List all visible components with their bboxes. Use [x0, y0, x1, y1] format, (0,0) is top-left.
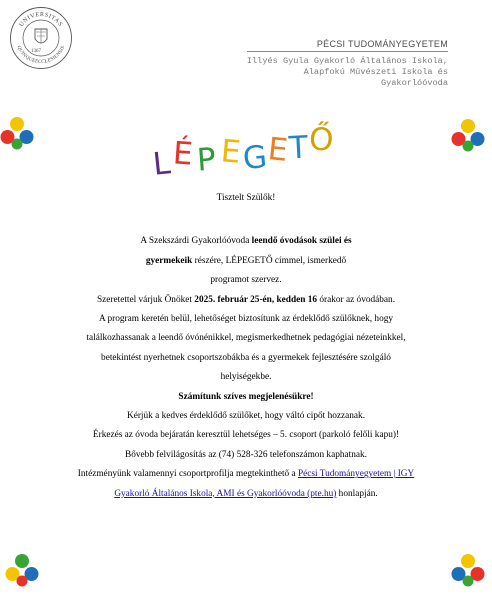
- text-run: Intézményünk valamennyi csoportprofilja megtekinthető a: [77, 469, 298, 480]
- title-letter: Ő: [307, 121, 335, 159]
- title-letter: E: [219, 133, 243, 171]
- event-date: 2025. február 25-én, kedden 16: [194, 294, 318, 305]
- school-website-link[interactable]: Pécsi Tudományegyetem | IGY: [297, 469, 415, 480]
- paragraph-intro-3: programot szervez.: [210, 275, 282, 286]
- greeting: Tisztelt Szülők!: [216, 193, 276, 203]
- bold-run: Számítunk szíves megjelenésükre!: [178, 391, 314, 402]
- paragraph-intro-1: [0, 232, 492, 251]
- paragraph-website-2: [0, 485, 492, 504]
- title-letter: E: [266, 131, 290, 169]
- school-address: [247, 56, 448, 89]
- text-run: Szeretettel várjuk Önöket: [96, 294, 195, 305]
- paragraph-date: [0, 291, 492, 310]
- address-line-1: Illyés Gyula Gyakorló Általános Iskola,: [246, 56, 448, 66]
- flower-decoration-bottom-left: [5, 553, 39, 587]
- text-run: órakor az óvodában.: [317, 294, 396, 305]
- text-run: részére, LÉPEGETŐ címmel, ismerkedő: [192, 255, 347, 266]
- address-line-3: Gyakorlóóvoda: [380, 78, 448, 88]
- paragraph-intro-2: [0, 252, 492, 271]
- seal-year: 1367: [31, 49, 41, 54]
- seal-bottom-text: QUINQUEECCLESIENSIS: [15, 45, 67, 66]
- address-line-2: Alapfokú Művészeti Iskola és: [303, 67, 448, 77]
- flower-decoration-bottom-right: [451, 553, 485, 587]
- paragraph-website-1: [0, 465, 492, 484]
- invitation-body: [0, 189, 492, 504]
- seal-top-text: UNIVERSITAS: [18, 11, 64, 29]
- university-seal-logo: [9, 6, 73, 70]
- bold-run: gyermekeik: [145, 255, 193, 266]
- letterhead: [247, 34, 448, 89]
- title-letter: P: [195, 141, 217, 179]
- paragraph-program-4: helyiségekbe.: [220, 372, 272, 383]
- university-name: PÉCSI TUDOMÁNYEGYETEM: [247, 39, 448, 52]
- paragraph-shoes: Kérjük a kedves érdeklődő szülőket, hogy váltó cipőt hozzanak.: [126, 411, 366, 422]
- flower-decoration-top-right: [451, 118, 485, 152]
- title-letter: G: [241, 139, 269, 177]
- paragraph-program-1: A program keretén belül, lehetőséget biztosítunk az érdeklődő szülőknek, hogy: [98, 314, 394, 325]
- school-website-link-continued[interactable]: Gyakorló Általános Iskola, AMI és Gyakorlóóvoda (pte.hu): [114, 488, 337, 499]
- paragraph-program-2: találkozhassanak a leendő óvónénikkel, megismerkedhetnek pedagógiai nézeteinkkel,: [86, 333, 406, 344]
- bold-run: leendő óvodások szülei és: [251, 236, 352, 247]
- text-run: A Szekszárdi Gyakorlóóvoda: [140, 236, 252, 247]
- paragraph-program-3: betekintést nyerhetnek csoportszobákba és a gyermekek fejlesztésére szolgáló: [101, 352, 391, 363]
- title-letter: T: [288, 129, 309, 167]
- flower-decoration-top-left: [0, 116, 34, 150]
- paragraph-welcome: [0, 388, 492, 407]
- paragraph-entrance: Érkezés az óvoda bejáratán keresztül lehetséges – 5. csoport (parkoló felőli kapu)!: [92, 430, 400, 441]
- text-run: honlapján.: [336, 488, 378, 499]
- event-title: [151, 121, 343, 184]
- title-letter: É: [171, 135, 194, 173]
- paragraph-phone: Bővebb felvilágosítás az (74) 528-326 telefonszámon kaphatnak.: [125, 449, 367, 460]
- title-letter: L: [151, 145, 173, 183]
